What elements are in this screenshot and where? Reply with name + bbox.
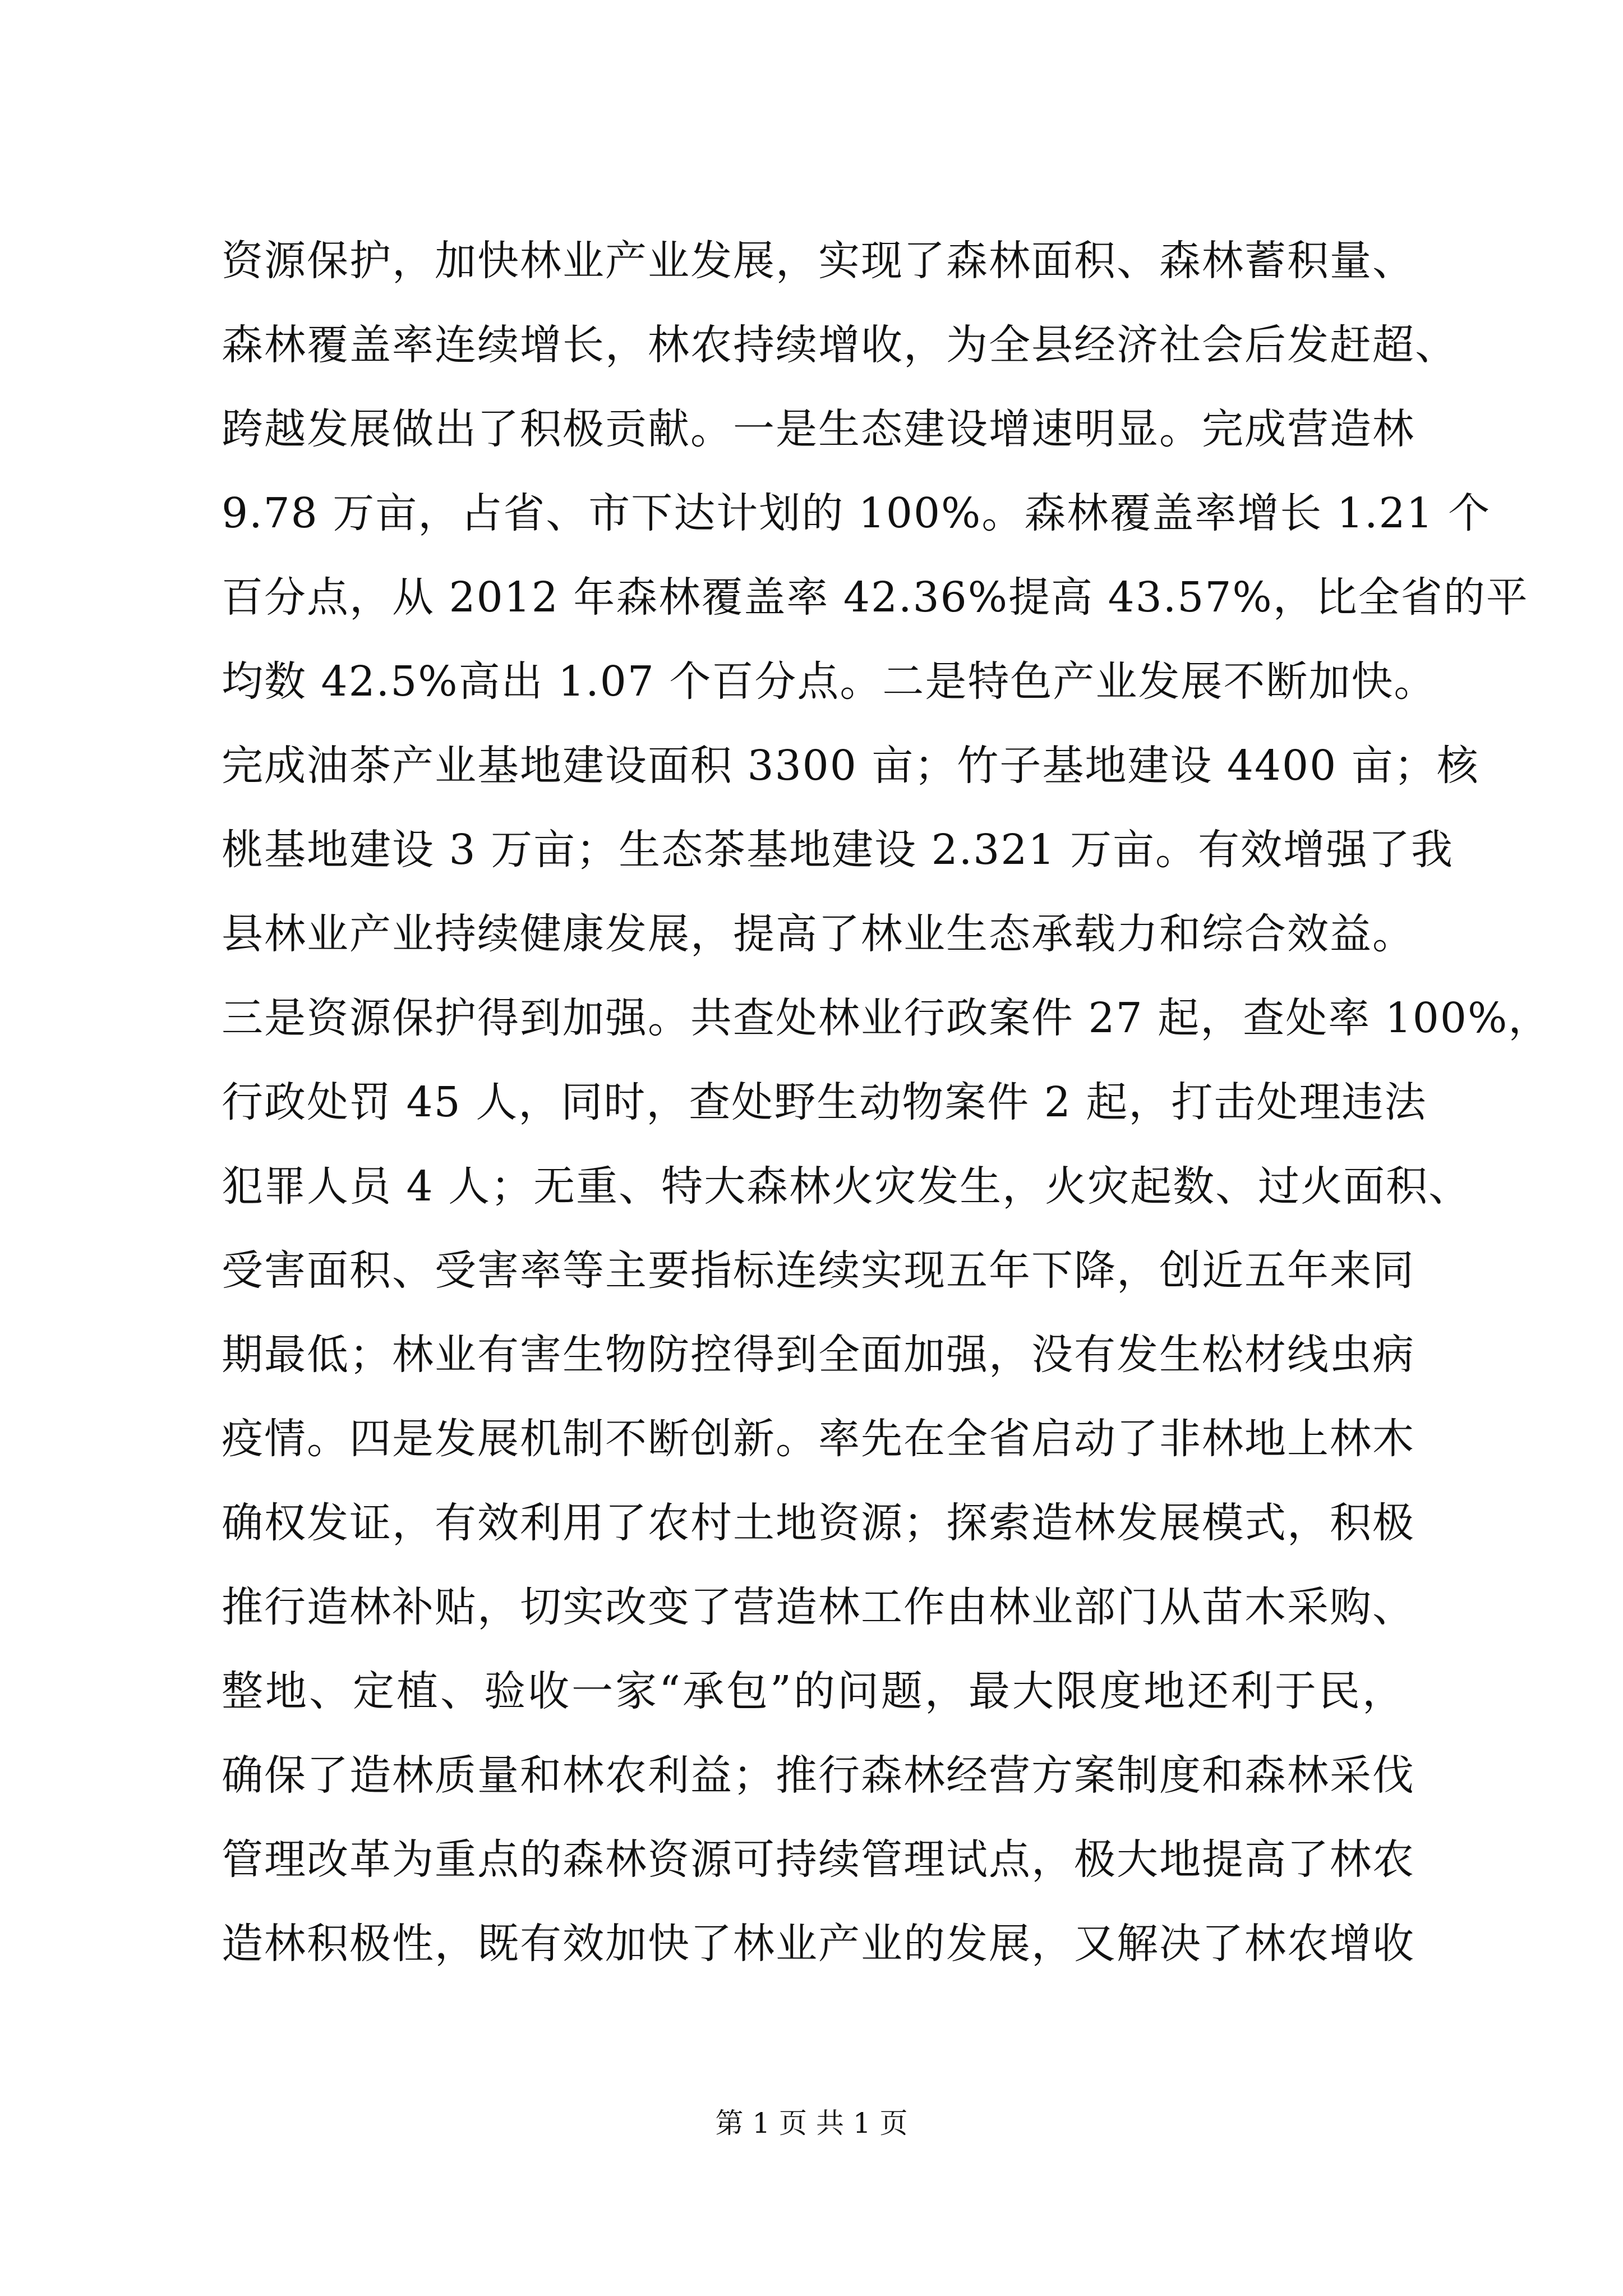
text-line: 受害面积、受害率等主要指标连续实现五年下降，创近五年来同: [222, 1246, 1415, 1295]
text-line: 确权发证，有效利用了农村土地资源；探索造林发展模式，积极: [222, 1499, 1415, 1547]
text-line: 期最低；林业有害生物防控得到全面加强，没有发生松材线虫病: [222, 1331, 1415, 1379]
text-line: 完成油茶产业基地建设面积 3300 亩；竹子基地建设 4400 亩；核: [222, 742, 1479, 790]
text-line: 9.78 万亩，占省、市下达计划的 100%。森林覆盖率增长 1.21 个: [222, 489, 1491, 537]
text-line: 三是资源保护得到加强。共查处林业行政案件 27 起，查处率 100%，: [222, 994, 1551, 1042]
text-line: 推行造林补贴，切实改变了营造林工作由林业部门从苗木采购、: [222, 1583, 1415, 1631]
page-footer: 第 1 页 共 1 页: [715, 2107, 908, 2139]
text-line: 确保了造林质量和林农利益；推行森林经营方案制度和森林采伐: [222, 1751, 1415, 1800]
text-line: 百分点，从 2012 年森林覆盖率 42.36%提高 43.57%，比全省的平: [222, 573, 1529, 622]
text-line: 桃基地建设 3 万亩；生态茶基地建设 2.321 万亩。有效增强了我: [222, 826, 1454, 874]
text-line: 资源保护，加快林业产业发展，实现了森林面积、森林蓄积量、: [222, 237, 1415, 285]
text-line: 整地、定植、验收一家“承包”的问题，最大限度地还利于民，: [222, 1667, 1405, 1715]
text-line: 管理改革为重点的森林资源可持续管理试点，极大地提高了林农: [222, 1835, 1415, 1884]
text-line: 造林积极性，既有效加快了林业产业的发展，又解决了林农增收: [222, 1920, 1415, 1968]
text-line: 森林覆盖率连续增长，林农持续增收，为全县经济社会后发赶超、: [222, 321, 1458, 369]
text-line: 县林业产业持续健康发展，提高了林业生态承载力和综合效益。: [222, 910, 1415, 958]
text-line: 疫情。四是发展机制不断创新。率先在全省启动了非林地上林木: [222, 1415, 1415, 1463]
text-line: 行政处罚 45 人，同时，查处野生动物案件 2 起，打击处理违法: [222, 1078, 1427, 1126]
text-line: 跨越发展做出了积极贡献。一是生态建设增速明显。完成营造林: [222, 405, 1415, 453]
text-line: 均数 42.5%高出 1.07 个百分点。二是特色产业发展不断加快。: [222, 657, 1437, 706]
body-text: [222, 219, 1551, 1986]
text-line: 犯罪人员 4 人；无重、特大森林火灾发生，火灾起数、过火面积、: [222, 1162, 1472, 1211]
